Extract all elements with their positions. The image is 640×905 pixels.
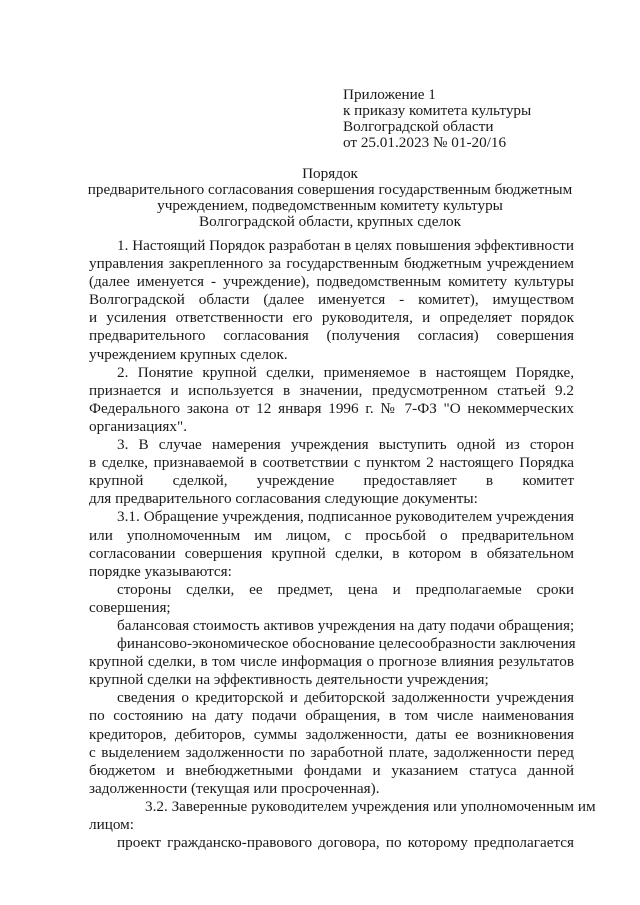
- document-body: [89, 237, 596, 852]
- paragraph-line: 3. В случае намерения учреждения выступить одной из сторон: [117, 436, 574, 454]
- paragraph-line: кредиторов, дебиторов, суммы задолженности, даты ее возникновения: [89, 725, 574, 743]
- paragraph-line: 3.1. Обращение учреждения, подписанное руководителем учреждения: [117, 508, 574, 526]
- paragraph-line: стороны сделки, ее предмет, цена и предполагаемые сроки: [117, 580, 574, 598]
- document-title: [50, 166, 610, 230]
- paragraph-line: в сделке, признаваемой в соответствии с пунктом 2 настоящего Порядка: [89, 454, 574, 472]
- paragraph-line: порядке указываются:: [89, 562, 232, 580]
- paragraph-line: задолженности (текущая или просроченная).: [89, 779, 380, 797]
- paragraph: [89, 617, 574, 635]
- appendix-header: [343, 87, 531, 151]
- paragraph-line: с выделением задолженности по заработной плате, задолженности перед: [89, 743, 574, 761]
- paragraph: [89, 436, 574, 508]
- paragraph-line: Федерального закона от 12 января 1996 г. № 7-ФЗ "О некоммерческих: [89, 399, 574, 417]
- paragraph-line: признается и используется в значении, предусмотренном статьей 9.2: [89, 381, 574, 399]
- paragraph: [89, 635, 574, 689]
- title-line-1: Порядок: [302, 165, 358, 182]
- paragraph-line: организациях".: [89, 417, 187, 435]
- paragraph-line: проект гражданско-правового договора, по которому предполагается: [117, 834, 574, 852]
- paragraph-line: крупной сделкой, учреждение предоставляет в комитет: [89, 472, 574, 490]
- title-line-3: учреждением, подведомственным комитету культуры: [157, 197, 503, 214]
- paragraph-line: и усиления ответственности его руководителя, и определяет порядок: [89, 309, 574, 327]
- paragraph: [89, 364, 574, 436]
- title-line-4: Волгоградской области, крупных сделок: [198, 213, 462, 230]
- paragraph: [89, 797, 596, 834]
- paragraph-line: по состоянию на дату подачи обращения, в том числе наименования: [89, 707, 574, 725]
- paragraph-line: или уполномоченным им лицом, с просьбой о предварительном: [89, 526, 574, 544]
- paragraph-line: согласовании совершения крупной сделки, в котором в обязательном: [89, 544, 574, 562]
- paragraph-line: 3.2. Заверенные руководителем учреждения или уполномоченным им: [145, 797, 596, 815]
- appendix-line-1: Приложение 1: [343, 86, 436, 103]
- paragraph-line: бюджетом и внебюджетными фондами и указанием статуса данной: [89, 761, 574, 779]
- paragraph-line: крупной сделки на эффективность деятельности учреждения;: [89, 671, 489, 689]
- paragraph-line: 2. Понятие крупной сделки, применяемое в настоящем Порядке,: [117, 363, 574, 381]
- appendix-line-2: к приказу комитета культуры: [343, 102, 532, 119]
- paragraph-line: учреждением крупных сделок.: [89, 345, 288, 363]
- appendix-line-4: от 25.01.2023 № 01-20/16: [343, 134, 507, 151]
- paragraph-line: Волгоградской области (далее именуется - комитет), имуществом: [89, 291, 574, 309]
- paragraph-line: сведения о кредиторской и дебиторской задолженности учреждения: [117, 689, 574, 707]
- paragraph-line: для предварительного согласования следующие документы:: [89, 490, 478, 508]
- paragraph-line: финансово-экономическое обоснование целесообразности заключения: [117, 635, 576, 653]
- paragraph-line: предварительного согласования (получения согласия) совершения: [89, 327, 574, 345]
- paragraph-line: лицом:: [89, 816, 134, 833]
- paragraph: [89, 581, 574, 617]
- paragraph: [89, 834, 574, 852]
- paragraph: [89, 689, 574, 798]
- paragraph-line: совершения;: [89, 598, 171, 616]
- paragraph: [89, 237, 574, 364]
- paragraph: [89, 508, 574, 580]
- paragraph-line: 1. Настоящий Порядок разработан в целях повышения эффективности: [117, 237, 574, 254]
- paragraph-line: (далее именуется - учреждение), подведомственным комитету культуры: [89, 273, 574, 291]
- paragraph-line: управления закрепленного за государственным бюджетным учреждением: [89, 255, 574, 273]
- paragraph-line: крупной сделки, в том числе информация о прогнозе влияния результатов: [89, 653, 574, 671]
- title-line-2: предварительного согласования совершения государственным бюджетным: [87, 181, 573, 198]
- appendix-line-3: Волгоградской области: [343, 118, 494, 135]
- paragraph-line: балансовая стоимость активов учреждения на дату подачи обращения;: [117, 616, 575, 634]
